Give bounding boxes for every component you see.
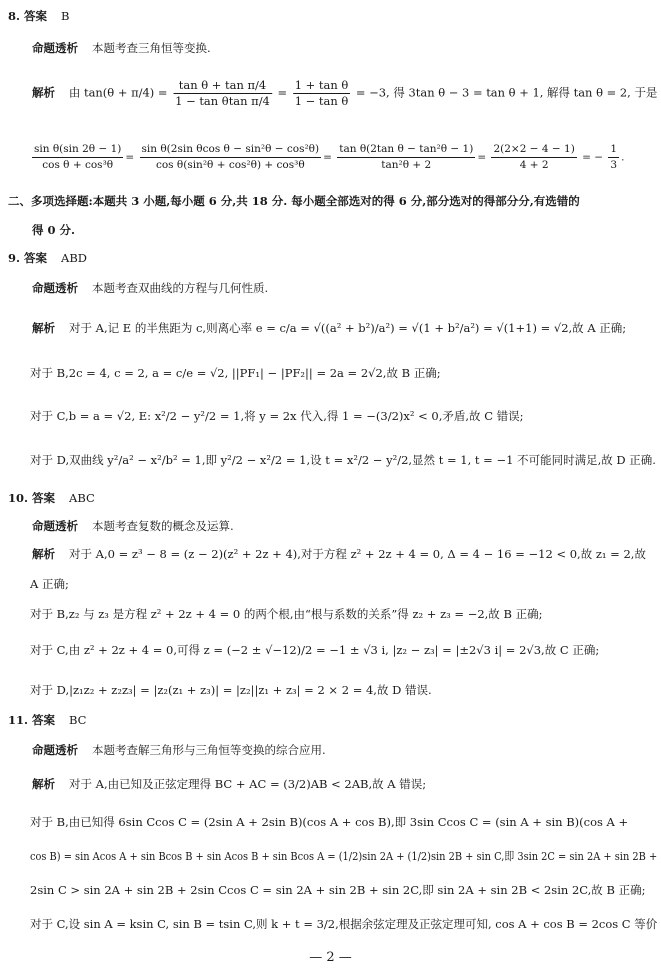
q10-heading: 10. 答案 ABC (8, 491, 95, 505)
q10-option-a-cont: A 正确; (30, 577, 69, 591)
q9-analysis: 命题透析 本题考查双曲线的方程与几何性质. (32, 281, 269, 295)
q11-analysis: 命题透析 本题考查解三角形与三角恒等变换的综合应用. (32, 743, 326, 757)
q9-option-b: 对于 B,2c = 4, c = 2, a = c/e = √2, ||PF₁| − |PF₂|| = 2a = 2√2,故 B 正确; (30, 366, 441, 380)
section2-instructions-cont: 得 0 分. (32, 223, 76, 237)
q11-option-b-cont2: 2sin C > sin 2A + sin 2B + 2sin Ccos C = sin 2A + sin 2B + sin 2C,即 sin 2A + sin 2B < 2sin 2C,故 B 正确; (30, 883, 646, 897)
q11-option-a: 解析 对于 A,由已知及正弦定理得 BC + AC = (3/2)AB < 2AB,故 A 错误; (32, 777, 427, 791)
q11-heading: 11. 答案 BC (8, 713, 87, 727)
q9-option-d: 对于 D,双曲线 y²/a² − x²/b² = 1,即 y²/2 − x²/2 = 1,设 t = x²/2 − y²/2,显然 t = 1, t = −1 不可能同时满足,故 D 正确. (30, 453, 656, 467)
q11-option-c: 对于 C,设 sin A = ksin C, sin B = tsin C,则 k + t = 3/2,根据余弦定理及正弦定理可知, cos A + cos B = 2cos C 等价 (30, 917, 658, 931)
q10-option-a: 解析 对于 A,0 = z³ − 8 = (z − 2)(z² + 2z + 4),对于方程 z² + 2z + 4 = 0, Δ = 4 − 16 = −12 < 0,故 z₁ = 2,故 (32, 547, 646, 561)
q8-analysis: 命题透析 本题考查三角恒等变换. (32, 41, 211, 55)
q8-solution-line1: 解析 由 tan(θ + π/4) = $\frac{\text{tan θ + tan π/4}}{\text{1 − tan θtan π/4}}$ = $\frac{\text{1 + tan θ}}{\text{1 − tan θ}}$ = −3, 得 3tan θ − 3 = tan θ + 1, 解得 tan θ = 2, 于是 (32, 78, 658, 108)
q10-option-b: 对于 B,z₂ 与 z₃ 是方程 z² + 2z + 4 = 0 的两个根,由“根与系数的关系”得 z₂ + z₃ = −2,故 B 正确; (30, 607, 543, 621)
q10-option-d: 对于 D,|z₁z₂ + z₂z₃| = |z₂(z₁ + z₃)| = |z₂||z₁ + z₃| = 2 × 2 = 4,故 D 错误. (30, 683, 432, 697)
q8-solution-line2: $\frac{\text{sin θ(sin 2θ − 1)}}{\text{cos θ + cos³θ}}$ = $\frac{\text{sin θ(2sin θcos θ − sin²θ − cos²θ)}}{\text{cos θ(sin²θ + cos²θ) + cos³θ}}$ = $\frac{\text{tan θ(2tan θ − tan²θ − 1)}}{\text{tan²θ + 2}}$ = $\frac{2(2\times 2 - 4 - 1)}{4 + 2}$ = − $\frac{1}{3}$ . (34, 143, 625, 171)
q11-option-b-cont1: cos B) = sin Acos A + sin Bcos B + sin Acos B + sin Bcos A = (1/2)sin 2A + (1/2)sin 2B + sin C,即 3sin 2C = sin 2A + sin 2B + (30, 849, 658, 863)
page-number: — 2 — (309, 950, 352, 965)
q8-heading: 8. 答案 B (8, 9, 70, 23)
q11-option-b: 对于 B,由已知得 6sin Ccos C = (2sin A + 2sin B)(cos A + cos B),即 3sin Ccos C = (sin A + sin B)(cos A + (30, 815, 629, 829)
q9-heading: 9. 答案 ABD (8, 251, 87, 265)
q10-analysis: 命题透析 本题考查复数的概念及运算. (32, 519, 234, 533)
q10-option-c: 对于 C,由 z² + 2z + 4 = 0,可得 z = (−2 ± √−12)/2 = −1 ± √3 i, |z₂ − z₃| = |±2√3 i| = 2√3,故 C 正确; (30, 643, 600, 657)
section2-instructions: 二、多项选择题:本题共 3 小题,每小题 6 分,共 18 分. 每小题全部选对的得 6 分,部分选对的得部分分,有选错的 (8, 194, 580, 208)
q9-option-c: 对于 C,b = a = √2, E: x²/2 − y²/2 = 1,将 y = 2x 代入,得 1 = −(3/2)x² < 0,矛盾,故 C 错误; (30, 409, 524, 423)
q9-option-a: 解析 对于 A,记 E 的半焦距为 c,则离心率 e = c/a = √((a² + b²)/a²) = √(1 + b²/a²) = √(1+1) = √2,故 A 正确; (32, 321, 627, 335)
